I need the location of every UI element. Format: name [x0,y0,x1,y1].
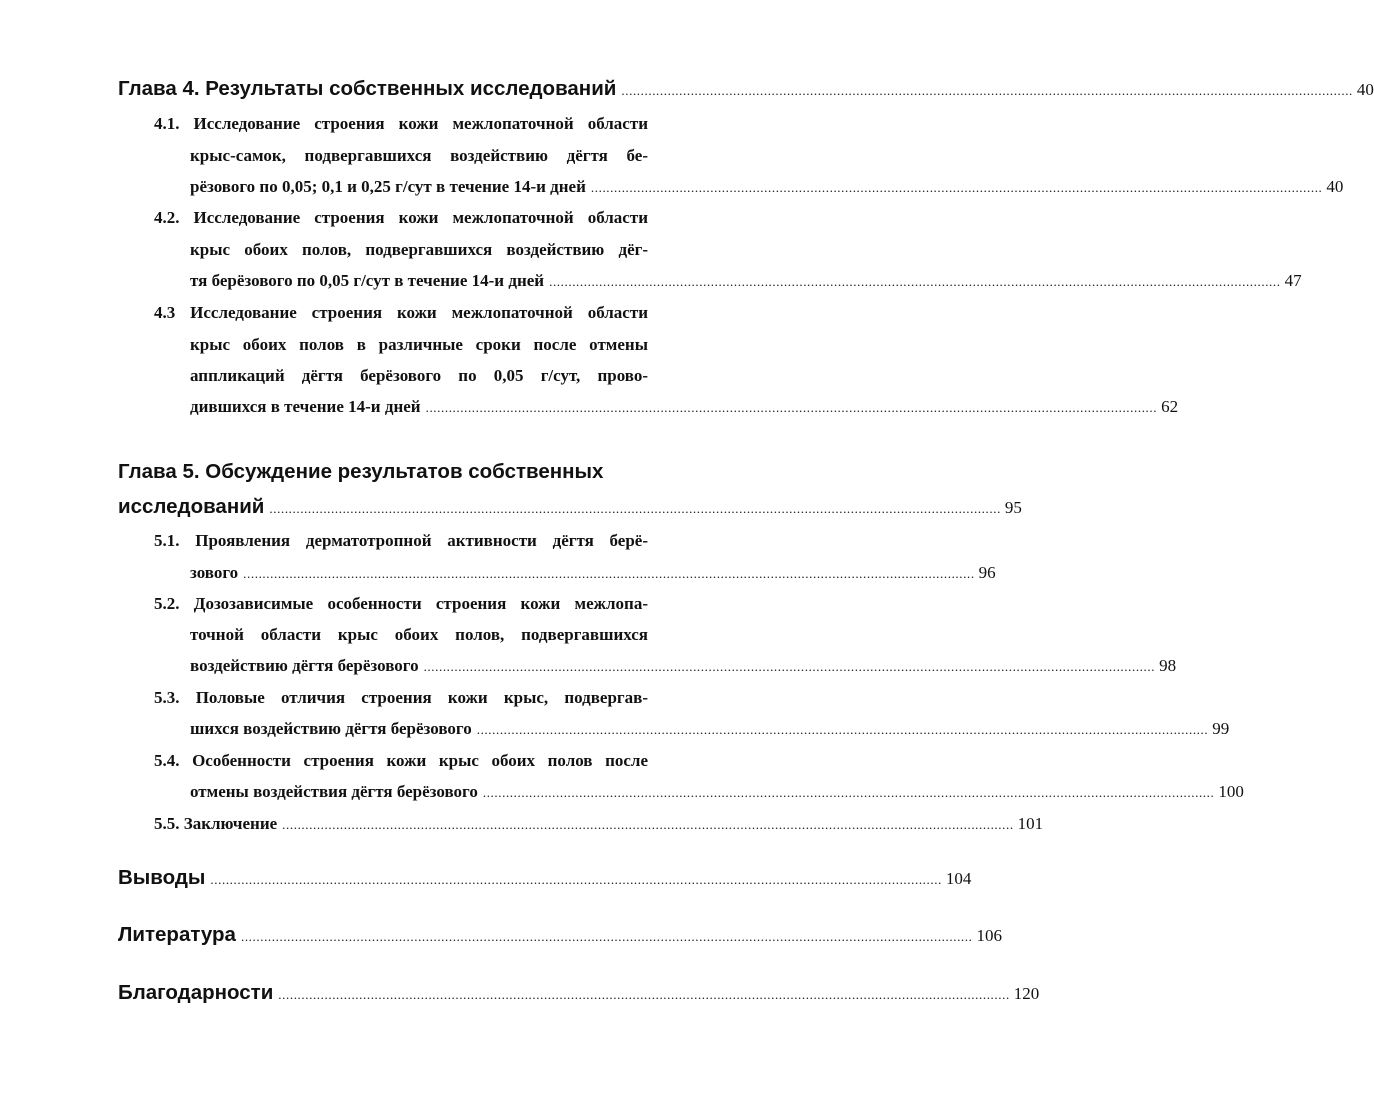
toc-entry-5-3-line-2: шихся воздействию дёгтя берёзового .............................................................................................................................................................................................. 99 [190,719,1230,738]
toc-page-number: 62 [1161,397,1179,416]
toc-entry-5-1-line-1: 5.1. Проявления дерматотропной активности дёгтя берё- [154,531,648,550]
toc-entry-conclusions: Выводы .............................................................................................................................................................................................. 104 [118,866,972,889]
dot-leader: .............................................................................................................................................................................................. [243,566,975,581]
toc-entry-4-3-line-2: крыс обоих полов в различные сроки после отмены [190,335,648,354]
dot-leader: .............................................................................................................................................................................................. [590,180,1323,195]
toc-entry-literature: Литература .............................................................................................................................................................................................. 106 [118,923,1002,946]
dot-leader: .............................................................................................................................................................................................. [423,659,1156,674]
dot-leader: .............................................................................................................................................................................................. [210,872,942,887]
toc-entry-5-5: 5.5. Заключение .............................................................................................................................................................................................. 101 [154,814,1044,833]
toc-page-number: 106 [976,926,1002,945]
toc-page-number: 95 [1004,498,1022,517]
toc-page-number: 47 [1284,271,1302,290]
dot-leader: .............................................................................................................................................................................................. [482,785,1215,800]
toc-entry-4-2-line-2: крыс обоих полов, подвергавшихся воздействию дёг- [190,240,648,259]
toc-entry-4-1-line-2: крыс-самок, подвергавшихся воздействию дёгтя бе- [190,146,648,165]
toc-page-number: 120 [1013,984,1040,1003]
dot-leader: .............................................................................................................................................................................................. [278,987,1010,1002]
dot-leader: .............................................................................................................................................................................................. [549,274,1281,289]
dot-leader: .............................................................................................................................................................................................. [425,400,1158,415]
dot-leader: .............................................................................................................................................................................................. [621,83,1353,98]
dot-leader: .............................................................................................................................................................................................. [282,817,1014,832]
toc-entry-chapter-5-line-1: Глава 5. Обсуждение результатов собственных [118,460,604,483]
toc-page-number: 98 [1159,656,1177,675]
toc-entry-5-2-line-2: точной области крыс обоих полов, подвергавшихся [190,625,648,644]
toc-entry-chapter-4 [118,77,1374,101]
toc-entry-5-1-line-2: зового .............................................................................................................................................................................................. 96 [190,563,996,582]
toc-page-number: 100 [1218,782,1244,801]
toc-entry-chapter-5-line-2: исследований .............................................................................................................................................................................................. 95 [118,495,1022,518]
toc-title: Глава 4. Результаты собственных исследований [118,77,617,100]
toc-entry-4-3-line-1: 4.3 Исследование строения кожи межлопаточной области [154,303,648,322]
toc-entry-acknowledgements: Благодарности .............................................................................................................................................................................................. 120 [118,981,1040,1004]
toc-entry-5-4-line-1: 5.4. Особенности строения кожи крыс обоих полов после [154,751,648,770]
toc-page-number: 101 [1017,814,1044,833]
toc-entry-4-1-line-1: 4.1. Исследование строения кожи межлопаточной области [154,114,648,133]
toc-entry-5-3-line-1: 5.3. Половые отличия строения кожи крыс, подвергав- [154,688,648,707]
dot-leader: .............................................................................................................................................................................................. [476,722,1209,737]
toc-page-number: 104 [945,869,972,888]
toc-page-number: 40 [1356,80,1374,99]
toc-entry-4-2-line-1: 4.2. Исследование строения кожи межлопаточной области [154,208,648,227]
toc-entry-5-2-line-3: воздействию дёгтя берёзового .............................................................................................................................................................................................. 98 [190,656,1177,675]
toc-entry-5-4-line-2: отмены воздействия дёгтя берёзового .............................................................................................................................................................................................. 100 [190,782,1244,801]
dot-leader: .............................................................................................................................................................................................. [240,929,973,944]
dot-leader: .............................................................................................................................................................................................. [269,501,1001,516]
toc-entry-4-3-line-4: дившихся в течение 14-и дней .............................................................................................................................................................................................. 62 [190,397,1179,416]
toc-page-number: 99 [1212,719,1230,738]
toc-entry-4-2-line-3: тя берёзового по 0,05 г/сут в течение 14-и дней .............................................................................................................................................................................................. 47 [190,271,1302,290]
toc-entry-4-1-line-3: рёзового по 0,05; 0,1 и 0,25 г/сут в течение 14-и дней .............................................................................................................................................................................................. 40 [190,177,1344,196]
toc-page-number: 40 [1326,177,1344,196]
toc-entry-4-3-line-3: аппликаций дёгтя берёзового по 0,05 г/сут, прово- [190,366,648,385]
toc-page-number: 96 [978,563,996,582]
toc-entry-5-2-line-1: 5.2. Дозозависимые особенности строения кожи межлопа- [154,594,648,613]
